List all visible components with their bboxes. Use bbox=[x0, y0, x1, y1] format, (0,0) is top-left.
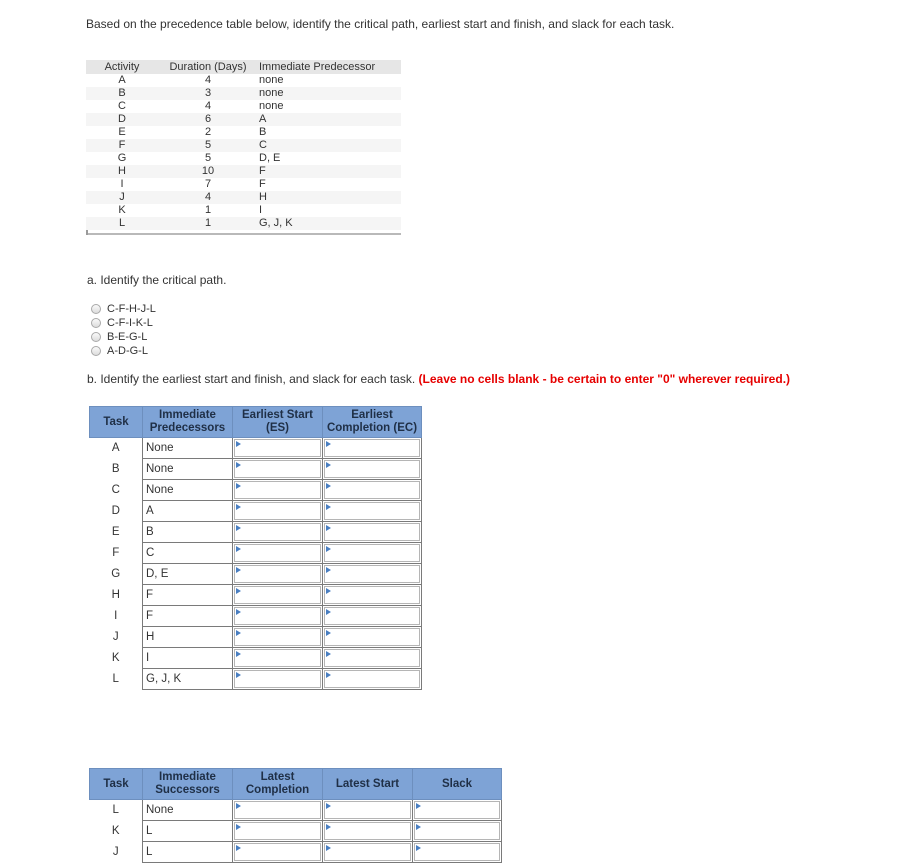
predecessor-cell: B bbox=[259, 126, 267, 138]
duration-cell: 4 bbox=[204, 191, 212, 203]
duration-cell: 7 bbox=[204, 178, 212, 190]
table-row bbox=[90, 585, 422, 606]
activity-cell: D bbox=[118, 113, 126, 125]
predecessors-cell: None bbox=[143, 480, 233, 501]
table-row bbox=[90, 648, 422, 669]
task-cell: K bbox=[111, 825, 120, 837]
task-cell: H bbox=[111, 589, 120, 601]
input-flag-icon bbox=[236, 824, 241, 830]
task-cell: D bbox=[111, 505, 120, 517]
answer-input[interactable] bbox=[324, 801, 411, 819]
col-lc-line1: Latest bbox=[260, 771, 295, 783]
table-row bbox=[90, 606, 422, 627]
activity-cell: E bbox=[118, 126, 126, 138]
duration-cell: 4 bbox=[204, 74, 212, 86]
col-task: Task bbox=[90, 769, 143, 800]
col-immediate-predecessors bbox=[143, 407, 233, 438]
answer-input[interactable] bbox=[324, 586, 420, 604]
answer-input[interactable] bbox=[234, 628, 321, 646]
answer-input[interactable] bbox=[234, 544, 321, 562]
precedence-row bbox=[86, 178, 401, 191]
col-task: Task bbox=[90, 407, 143, 438]
col-ec-line2: Completion (EC) bbox=[326, 422, 418, 434]
earliest-completion-input[interactable] bbox=[323, 501, 422, 522]
precedence-row bbox=[86, 152, 401, 165]
predecessors-cell: None bbox=[143, 459, 233, 480]
task-cell: G bbox=[111, 568, 121, 580]
col-succ-line2: Successors bbox=[155, 784, 220, 796]
input-flag-icon bbox=[416, 824, 421, 830]
activity-cell: A bbox=[118, 74, 126, 86]
input-flag-icon bbox=[236, 546, 241, 552]
task-cell: C bbox=[111, 484, 120, 496]
latest-completion-input[interactable] bbox=[233, 800, 323, 821]
input-flag-icon bbox=[236, 803, 241, 809]
activity-cell: K bbox=[118, 204, 126, 216]
predecessor-cell: F bbox=[259, 178, 266, 190]
duration-cell: 6 bbox=[204, 113, 212, 125]
answer-input[interactable] bbox=[324, 481, 420, 499]
duration-cell: 1 bbox=[204, 217, 212, 229]
earliest-completion-input[interactable] bbox=[323, 480, 422, 501]
header-activity: Activity bbox=[104, 61, 140, 73]
input-flag-icon bbox=[326, 824, 331, 830]
predecessors-cell: A bbox=[143, 501, 233, 522]
input-flag-icon bbox=[236, 630, 241, 636]
activity-cell: C bbox=[118, 100, 126, 112]
predecessors-cell: None bbox=[143, 438, 233, 459]
activity-cell: F bbox=[118, 139, 126, 151]
intro-text: Based on the precedence table below, identify the critical path, earliest start and finish, and slack for each task. bbox=[86, 17, 675, 31]
earliest-completion-input[interactable] bbox=[323, 459, 422, 480]
col-latest-completion bbox=[233, 769, 323, 800]
earliest-completion-input[interactable] bbox=[323, 522, 422, 543]
successors-cell: L bbox=[143, 821, 233, 842]
col-pred-line2: Predecessors bbox=[149, 422, 226, 434]
table-row bbox=[90, 821, 502, 842]
table-row bbox=[90, 459, 422, 480]
table-row bbox=[90, 669, 422, 690]
duration-cell: 2 bbox=[204, 126, 212, 138]
answer-input[interactable] bbox=[414, 843, 500, 861]
predecessor-cell: none bbox=[259, 100, 284, 112]
earliest-completion-input[interactable] bbox=[323, 669, 422, 690]
duration-cell: 3 bbox=[204, 87, 212, 99]
col-earliest-completion bbox=[323, 407, 422, 438]
backward-header-row bbox=[90, 769, 502, 800]
input-flag-icon bbox=[416, 845, 421, 851]
input-flag-icon bbox=[236, 588, 241, 594]
radio-button[interactable] bbox=[91, 304, 101, 314]
precedence-row bbox=[86, 100, 401, 113]
earliest-start-input[interactable] bbox=[233, 501, 323, 522]
col-latest-start: Latest Start bbox=[323, 769, 413, 800]
task-cell: B bbox=[111, 463, 120, 475]
critical-path-options bbox=[91, 302, 156, 358]
input-flag-icon bbox=[326, 462, 331, 468]
answer-input[interactable] bbox=[234, 822, 321, 840]
table-row bbox=[90, 501, 422, 522]
input-flag-icon bbox=[326, 845, 331, 851]
precedence-row bbox=[86, 165, 401, 178]
answer-input[interactable] bbox=[324, 822, 411, 840]
table-row bbox=[90, 543, 422, 564]
input-flag-icon bbox=[236, 651, 241, 657]
predecessor-cell: none bbox=[259, 87, 284, 99]
input-flag-icon bbox=[326, 588, 331, 594]
option-label: C-F-I-K-L bbox=[107, 317, 153, 329]
input-flag-icon bbox=[326, 672, 331, 678]
activity-cell: H bbox=[118, 165, 126, 177]
task-cell: F bbox=[112, 547, 120, 559]
predecessors-cell: F bbox=[143, 585, 233, 606]
input-flag-icon bbox=[326, 651, 331, 657]
option-label: C-F-H-J-L bbox=[107, 303, 156, 315]
earliest-completion-input[interactable] bbox=[323, 438, 422, 459]
radio-button[interactable] bbox=[91, 318, 101, 328]
backward-pass-table bbox=[89, 768, 502, 863]
input-flag-icon bbox=[326, 441, 331, 447]
input-flag-icon bbox=[236, 845, 241, 851]
input-flag-icon bbox=[326, 483, 331, 489]
table-row bbox=[90, 800, 502, 821]
col-succ-line1: Immediate bbox=[159, 771, 216, 783]
earliest-start-input[interactable] bbox=[233, 459, 323, 480]
header-predecessor: Immediate Predecessor bbox=[259, 61, 376, 73]
input-flag-icon bbox=[326, 525, 331, 531]
input-flag-icon bbox=[236, 525, 241, 531]
slack-input[interactable] bbox=[413, 821, 502, 842]
table-divider-cap bbox=[86, 230, 88, 235]
precedence-row bbox=[86, 217, 401, 230]
answer-input[interactable] bbox=[234, 801, 321, 819]
latest-start-input[interactable] bbox=[323, 842, 413, 863]
slack-input[interactable] bbox=[413, 842, 502, 863]
input-flag-icon bbox=[236, 483, 241, 489]
col-lc-line2: Completion bbox=[245, 784, 310, 796]
precedence-row bbox=[86, 87, 401, 100]
earliest-completion-input[interactable] bbox=[323, 543, 422, 564]
answer-input[interactable] bbox=[324, 649, 420, 667]
critical-path-option[interactable] bbox=[91, 316, 156, 330]
answer-input[interactable] bbox=[324, 460, 420, 478]
table-row bbox=[90, 480, 422, 501]
critical-path-option[interactable] bbox=[91, 330, 156, 344]
col-pred-line1: Immediate bbox=[159, 409, 216, 421]
duration-cell: 10 bbox=[201, 165, 215, 177]
critical-path-option[interactable] bbox=[91, 344, 156, 358]
input-flag-icon bbox=[326, 546, 331, 552]
precedence-footer bbox=[86, 230, 401, 235]
table-row bbox=[90, 842, 502, 863]
earliest-completion-input[interactable] bbox=[323, 648, 422, 669]
answer-input[interactable] bbox=[324, 607, 420, 625]
activity-cell: G bbox=[117, 152, 127, 164]
earliest-completion-input[interactable] bbox=[323, 564, 422, 585]
answer-input[interactable] bbox=[414, 822, 500, 840]
activity-cell: L bbox=[118, 217, 126, 229]
input-flag-icon bbox=[326, 803, 331, 809]
answer-input[interactable] bbox=[234, 502, 321, 520]
forward-pass-table bbox=[89, 406, 422, 690]
input-flag-icon bbox=[236, 567, 241, 573]
earliest-completion-input[interactable] bbox=[323, 627, 422, 648]
predecessor-cell: none bbox=[259, 74, 284, 86]
duration-cell: 4 bbox=[204, 100, 212, 112]
answer-input[interactable] bbox=[324, 523, 420, 541]
latest-start-input[interactable] bbox=[323, 800, 413, 821]
input-flag-icon bbox=[236, 609, 241, 615]
answer-input[interactable] bbox=[324, 502, 420, 520]
table-row bbox=[90, 564, 422, 585]
earliest-start-input[interactable] bbox=[233, 585, 323, 606]
answer-input[interactable] bbox=[324, 628, 420, 646]
table-row bbox=[90, 627, 422, 648]
task-cell: K bbox=[111, 652, 120, 664]
earliest-start-input[interactable] bbox=[233, 648, 323, 669]
duration-cell: 1 bbox=[204, 204, 212, 216]
answer-input[interactable] bbox=[234, 670, 321, 688]
earliest-completion-input[interactable] bbox=[323, 585, 422, 606]
table-row bbox=[90, 438, 422, 459]
answer-input[interactable] bbox=[234, 523, 321, 541]
latest-completion-input[interactable] bbox=[233, 842, 323, 863]
slack-input[interactable] bbox=[413, 800, 502, 821]
header-duration: Duration (Days) bbox=[169, 61, 247, 73]
predecessors-cell: H bbox=[143, 627, 233, 648]
col-es-line1: Earliest Start bbox=[242, 409, 313, 421]
predecessors-cell: D, E bbox=[143, 564, 233, 585]
predecessor-cell: D, E bbox=[259, 152, 281, 164]
answer-input[interactable] bbox=[234, 565, 321, 583]
activity-cell: B bbox=[118, 87, 126, 99]
input-flag-icon bbox=[236, 441, 241, 447]
radio-button[interactable] bbox=[91, 346, 101, 356]
predecessors-cell: B bbox=[143, 522, 233, 543]
precedence-row bbox=[86, 113, 401, 126]
answer-input[interactable] bbox=[234, 481, 321, 499]
answer-input[interactable] bbox=[324, 544, 420, 562]
predecessor-cell: G, J, K bbox=[259, 217, 293, 229]
predecessor-cell: F bbox=[259, 165, 266, 177]
answer-input[interactable] bbox=[234, 460, 321, 478]
earliest-start-input[interactable] bbox=[233, 564, 323, 585]
predecessors-cell: F bbox=[143, 606, 233, 627]
earliest-start-input[interactable] bbox=[233, 669, 323, 690]
precedence-row bbox=[86, 126, 401, 139]
answer-input[interactable] bbox=[234, 843, 321, 861]
critical-path-option[interactable] bbox=[91, 302, 156, 316]
earliest-start-input[interactable] bbox=[233, 438, 323, 459]
forward-header-row bbox=[90, 407, 422, 438]
question-b-warning: (Leave no cells blank - be certain to enter "0" wherever required.) bbox=[418, 372, 791, 386]
task-cell: A bbox=[111, 442, 120, 455]
option-label: B-E-G-L bbox=[107, 331, 148, 343]
predecessor-cell: I bbox=[259, 204, 263, 216]
task-cell: L bbox=[112, 804, 119, 817]
precedence-table bbox=[86, 60, 401, 235]
answer-input[interactable] bbox=[234, 649, 321, 667]
successors-cell: L bbox=[143, 842, 233, 863]
answer-input[interactable] bbox=[234, 607, 321, 625]
col-ec-line1: Earliest bbox=[351, 409, 393, 421]
question-b-text: b. Identify the earliest start and finish, and slack for each task. bbox=[87, 372, 416, 386]
task-cell: I bbox=[114, 610, 118, 622]
duration-cell: 5 bbox=[204, 152, 212, 164]
earliest-start-input[interactable] bbox=[233, 522, 323, 543]
latest-start-input[interactable] bbox=[323, 821, 413, 842]
earliest-completion-input[interactable] bbox=[323, 606, 422, 627]
input-flag-icon bbox=[416, 803, 421, 809]
input-flag-icon bbox=[326, 567, 331, 573]
input-flag-icon bbox=[236, 504, 241, 510]
earliest-start-input[interactable] bbox=[233, 480, 323, 501]
earliest-start-input[interactable] bbox=[233, 543, 323, 564]
task-cell: L bbox=[112, 673, 119, 685]
question-a-prompt: a. Identify the critical path. bbox=[87, 273, 227, 287]
radio-button[interactable] bbox=[91, 332, 101, 342]
col-slack: Slack bbox=[413, 769, 502, 800]
input-flag-icon bbox=[326, 504, 331, 510]
earliest-start-input[interactable] bbox=[233, 606, 323, 627]
input-flag-icon bbox=[326, 630, 331, 636]
predecessor-cell: A bbox=[259, 113, 267, 125]
answer-input[interactable] bbox=[324, 670, 420, 688]
input-flag-icon bbox=[326, 609, 331, 615]
activity-cell: I bbox=[120, 178, 124, 190]
predecessors-cell: I bbox=[143, 648, 233, 669]
answer-input[interactable] bbox=[234, 586, 321, 604]
predecessor-cell: C bbox=[259, 139, 267, 151]
duration-cell: 5 bbox=[204, 139, 212, 151]
option-label: A-D-G-L bbox=[107, 345, 148, 357]
successors-cell: None bbox=[143, 800, 233, 821]
predecessor-cell: H bbox=[259, 191, 267, 203]
table-row bbox=[90, 522, 422, 543]
earliest-start-input[interactable] bbox=[233, 627, 323, 648]
task-cell: E bbox=[111, 526, 120, 538]
precedence-row bbox=[86, 204, 401, 217]
predecessors-cell: C bbox=[143, 543, 233, 564]
question-b-prompt bbox=[87, 372, 790, 386]
answer-input[interactable] bbox=[414, 801, 500, 819]
precedence-row bbox=[86, 74, 401, 87]
input-flag-icon bbox=[236, 462, 241, 468]
answer-input[interactable] bbox=[234, 439, 321, 457]
task-cell: J bbox=[112, 846, 119, 858]
table-divider bbox=[86, 233, 401, 235]
col-immediate-successors bbox=[143, 769, 233, 800]
answer-input[interactable] bbox=[324, 565, 420, 583]
answer-input[interactable] bbox=[324, 439, 420, 457]
answer-input[interactable] bbox=[324, 843, 411, 861]
precedence-header bbox=[86, 60, 401, 74]
latest-completion-input[interactable] bbox=[233, 821, 323, 842]
precedence-row bbox=[86, 139, 401, 152]
precedence-row bbox=[86, 191, 401, 204]
task-cell: J bbox=[112, 631, 119, 643]
predecessors-cell: G, J, K bbox=[143, 669, 233, 690]
col-es-line2: (ES) bbox=[266, 422, 289, 434]
col-earliest-start bbox=[233, 407, 323, 438]
input-flag-icon bbox=[236, 672, 241, 678]
activity-cell: J bbox=[119, 191, 125, 203]
